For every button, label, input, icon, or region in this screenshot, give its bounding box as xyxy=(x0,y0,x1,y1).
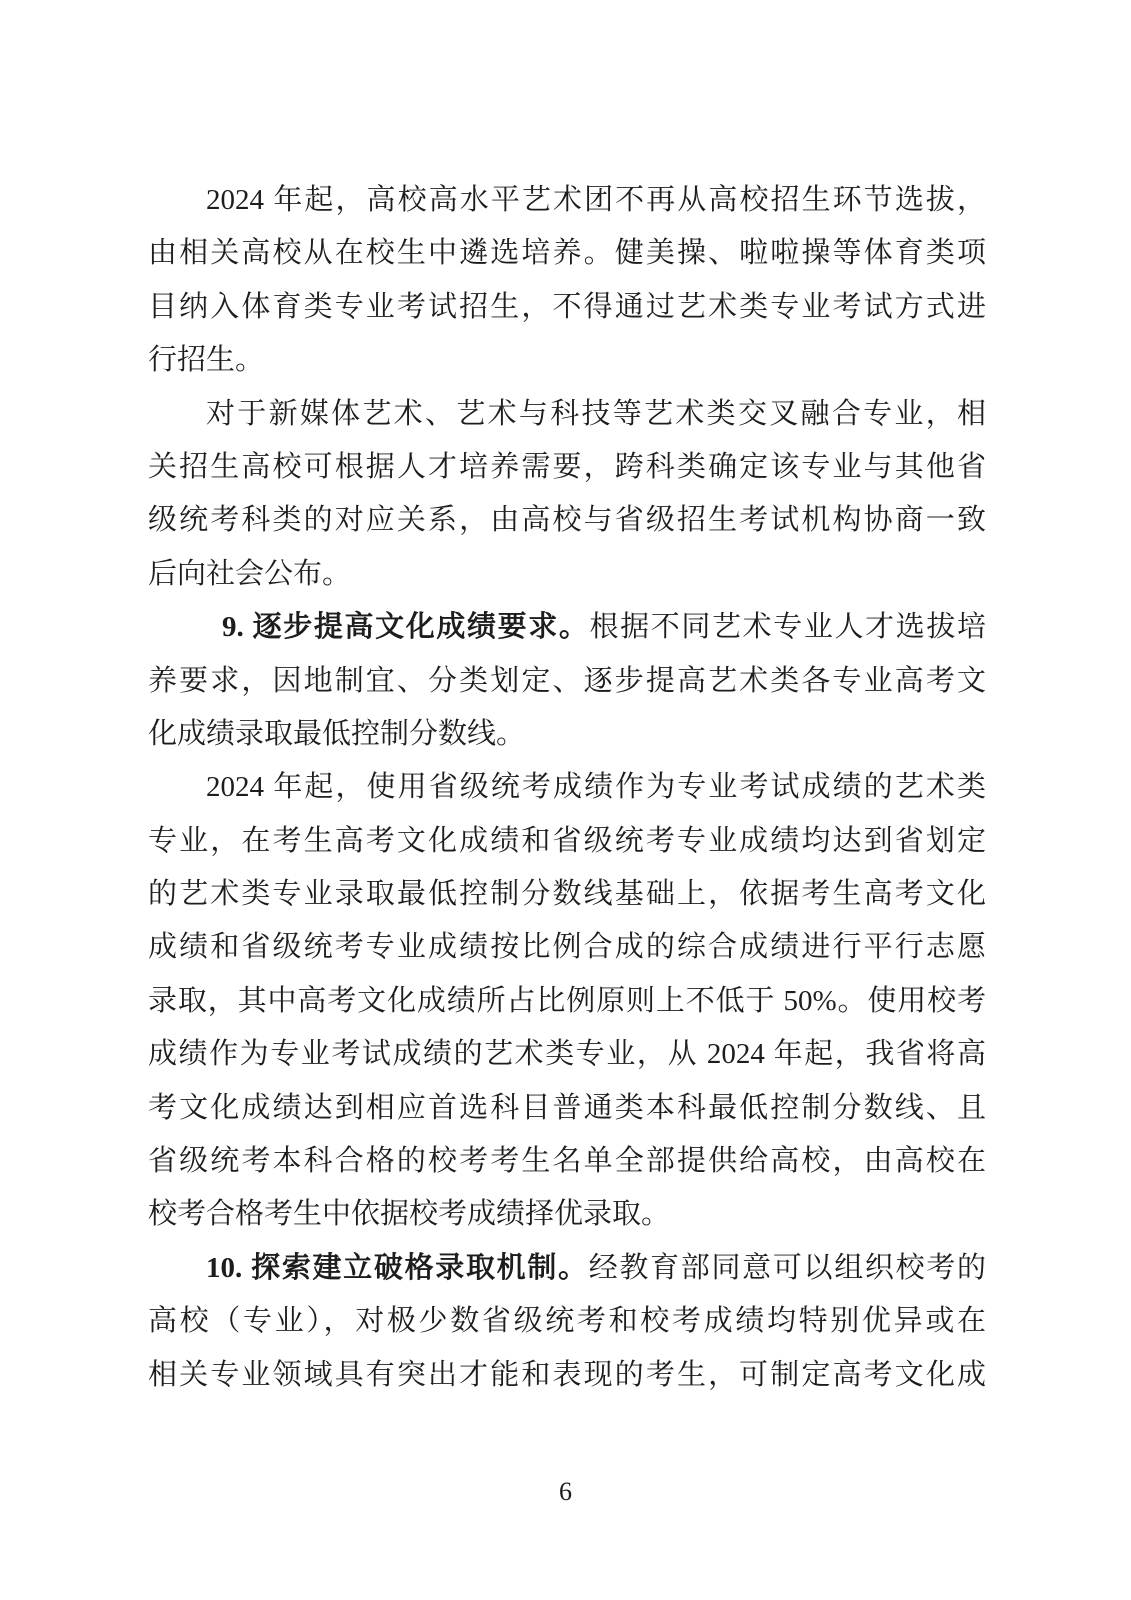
bold-heading-run: 10. 探索建立破格录取机制。 xyxy=(206,1251,589,1284)
text-run: 根据不同艺术专业人才选拔培 xyxy=(589,611,986,644)
bold-heading-run: 9. 逐步提高文化成绩要求。 xyxy=(222,611,590,644)
text-line xyxy=(148,494,986,547)
text-line xyxy=(148,815,986,868)
text-run: 相关专业领域具有突出才能和表现的考生，可制定高考文化成 xyxy=(148,1358,986,1391)
text-run: 后向社会公布。 xyxy=(148,557,352,590)
text-line xyxy=(148,1242,986,1295)
text-line xyxy=(148,334,986,387)
text-line xyxy=(148,1349,986,1402)
text-line xyxy=(148,975,986,1028)
text-run: 关招生高校可根据人才培养需要，跨科类确定该专业与其他省 xyxy=(148,450,986,483)
text-run: 录取，其中高考文化成绩所占比例原则上不低于 50%。使用校考 xyxy=(148,984,986,1017)
para-cross-major xyxy=(148,388,986,602)
text-run: 专业，在考生高考文化成绩和省级统考专业成绩均达到省划定 xyxy=(148,824,986,857)
text-run: 目纳入体育类专业考试招生，不得通过艺术类专业考试方式进 xyxy=(148,290,986,323)
text-run: 省级统考本科合格的校考考生名单全部提供给高校，由高校在 xyxy=(148,1145,986,1178)
text-run: 行招生。 xyxy=(148,344,265,377)
text-line xyxy=(148,868,986,921)
document-content xyxy=(148,174,986,1402)
text-line xyxy=(148,601,986,654)
text-run: 2024 年起，高校高水平艺术团不再从高校招生环节选拔， xyxy=(206,184,986,216)
text-run: 2024 年起，使用省级统考成绩作为专业考试成绩的艺术类 xyxy=(206,771,986,804)
text-run: 经教育部同意可以组织校考的 xyxy=(588,1251,986,1284)
text-line xyxy=(148,441,986,494)
para-10-exceptional-admission xyxy=(148,1242,986,1402)
text-run: 高校（专业），对极少数省级统考和校考成绩均特别优异或在 xyxy=(148,1305,986,1338)
text-run: 由相关高校从在校生中遴选培养。健美操、啦啦操等体育类项 xyxy=(148,237,986,270)
text-run: 成绩作为专业考试成绩的艺术类专业，从 2024 年起，我省将高 xyxy=(148,1038,986,1071)
para-9-culture-score xyxy=(148,601,986,761)
text-run: 养要求，因地制宜、分类划定、逐步提高艺术类各专业高考文 xyxy=(148,664,986,697)
page-number: 6 xyxy=(559,1477,572,1506)
text-line xyxy=(148,921,986,974)
text-run: 级统考科类的对应关系，由高校与省级招生考试机构协商一致 xyxy=(148,504,986,537)
para-2024-admission-rules xyxy=(148,761,986,1242)
text-line xyxy=(148,548,986,601)
text-run: 校考合格考生中依据校考成绩择优录取。 xyxy=(148,1198,671,1231)
text-run: 成绩和省级统考专业成绩按比例合成的综合成绩进行平行志愿 xyxy=(148,931,986,964)
text-run: 化成绩录取最低控制分数线。 xyxy=(148,717,526,750)
text-line xyxy=(148,708,986,761)
text-line xyxy=(148,1082,986,1135)
text-line xyxy=(148,174,986,227)
text-run: 考文化成绩达到相应首选科目普通类本科最低控制分数线、且 xyxy=(148,1091,986,1124)
text-line xyxy=(148,227,986,280)
para-art-troupe xyxy=(148,174,986,388)
text-run: 对于新媒体艺术、艺术与科技等艺术类交叉融合专业，相 xyxy=(206,397,986,430)
text-line xyxy=(148,1188,986,1241)
text-run: 的艺术类专业录取最低控制分数线基础上，依据考生高考文化 xyxy=(148,878,986,911)
text-line xyxy=(148,655,986,708)
text-line xyxy=(148,1135,986,1188)
text-line xyxy=(148,1295,986,1348)
text-line xyxy=(148,1028,986,1081)
text-line xyxy=(148,281,986,334)
text-line xyxy=(148,761,986,814)
text-line xyxy=(148,388,986,441)
